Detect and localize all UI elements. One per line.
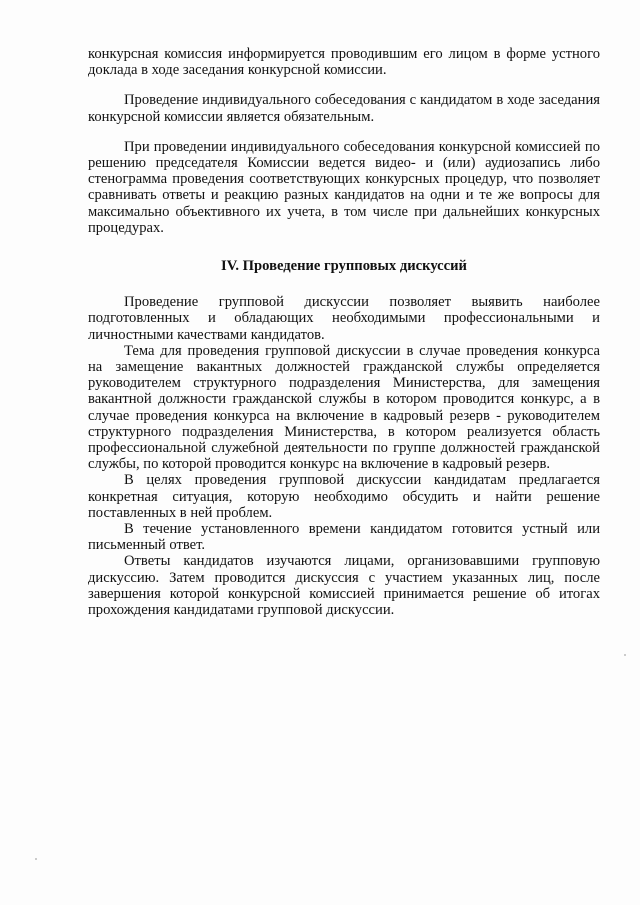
- paragraph-interview-mandatory: Проведение индивидуального собеседования с кандидатом в ходе заседания конкурсной комиссии является обязательным.: [88, 92, 600, 125]
- paragraph-answer-preparation: В течение установленного времени кандидатом готовится устный или письменный ответ.: [88, 521, 600, 554]
- paragraph-discussion-situation: В целях проведения групповой дискуссии кандидатам предлагается конкретная ситуация, которую необходимо обсудить и найти решение поставленных в ней проблем.: [88, 472, 600, 521]
- paragraph-answers-review: Ответы кандидатов изучаются лицами, организовавшими групповую дискуссию. Затем проводится дискуссия с участием указанных лиц, после завершения которой конкурсной комиссией принимается решение об итогах прохождения кандидатами групповой дискуссии.: [88, 553, 600, 619]
- scan-speck: [35, 858, 37, 860]
- paragraph-continuation: конкурсная комиссия информируется проводившим его лицом в форме устного доклада в ходе заседания конкурсной комиссии.: [88, 46, 600, 79]
- document-body: [88, 46, 600, 618]
- scan-speck: [624, 654, 626, 656]
- paragraph-discussion-topic: Тема для проведения групповой дискуссии в случае проведения конкурса на замещение вакантных должностей гражданской службы определяется руководителем структурного подразделения Министерства, для замещения вакантной должности гражданской службы в котором проводится конкурс, а в случае проведения конкурса на включение в кадровый резерв - руководителем структурного подразделения Министерства, в котором реализуется область профессиональной служебной деятельности по группе должностей гражданской службы, по которой проводится конкурс на включение в кадровый резерв.: [88, 342, 600, 473]
- section-heading: IV. Проведение групповых дискуссий: [221, 258, 467, 275]
- paragraph-interview-recording: При проведении индивидуального собеседования конкурсной комиссией по решению председателя Комиссии ведется видео- и (или) аудиозапись либо стенограмма проведения соответствующих конкурсных процедур, что позволяет сравнивать ответы и реакцию разных кандидатов на одни и те же вопросы для максимально объективного их учета, в том числе при дальнейших конкурсных процедурах.: [88, 138, 600, 236]
- paragraph-discussion-purpose: Проведение групповой дискуссии позволяет выявить наиболее подготовленных и обладающих необходимыми профессиональными и личностными качествами кандидатов.: [88, 294, 600, 343]
